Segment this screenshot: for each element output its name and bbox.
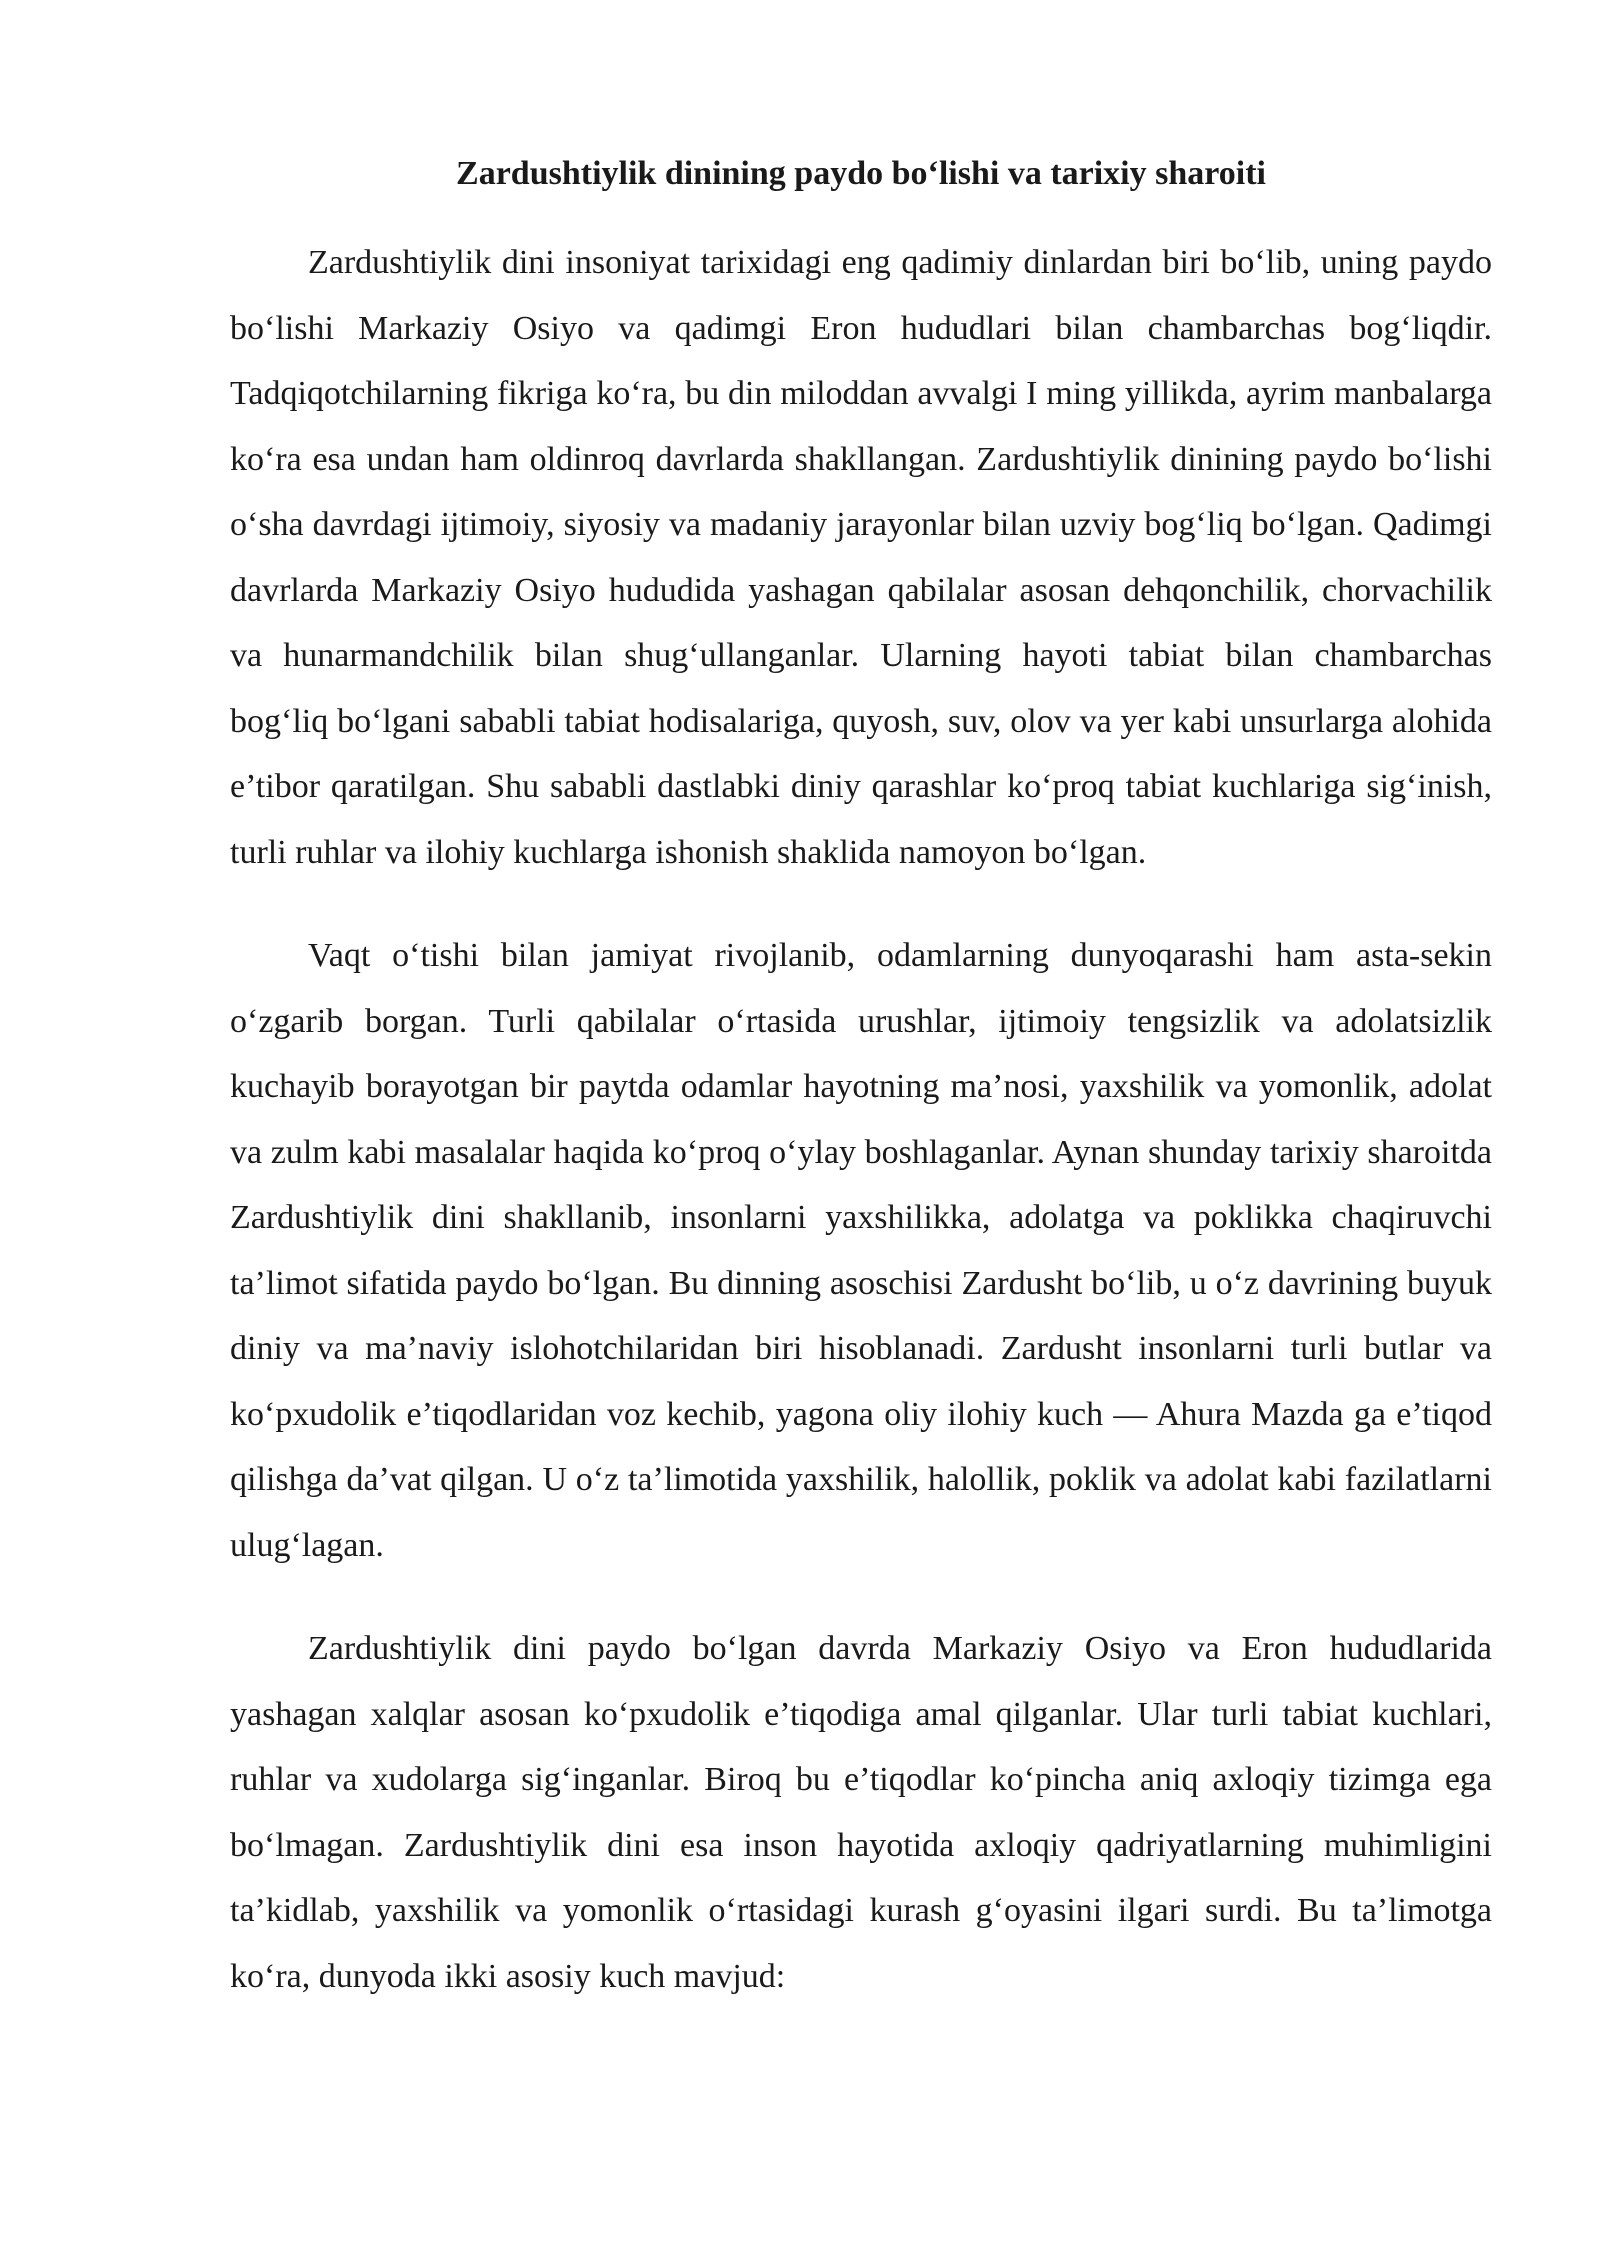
paragraph-1: Zardushtiylik dini insoniyat tarixidagi eng qadimiy dinlardan biri boʻlib, uning paydo boʻlishi Markaziy Osiyo va qadimgi Eron hududlari bilan chambarchas bogʻliqdir. Tadqiqotchilarning fikriga koʻra, bu din miloddan avvalgi I ming yillikda, ayrim manbalarga koʻra esa undan ham oldinroq davrlarda shakllangan. Zardushtiylik dinining paydo boʻlishi oʻsha davrdagi ijtimoiy, siyosiy va madaniy jarayonlar bilan uzviy bogʻliq boʻlgan. Qadimgi davrlarda Markaziy Osiyo hududida yashagan qabilalar asosan dehqonchilik, chorvachilik va hunarmandchilik bilan shugʻullanganlar. Ularning hayoti tabiat bilan chambarchas bogʻliq boʻlgani sababli tabiat hodisalariga, quyosh, suv, olov va yer kabi unsurlarga alohida e’tibor qaratilgan. Shu sababli dastlabki diniy qarashlar koʻproq tabiat kuchlariga sigʻinish, turli ruhlar va ilohiy kuchlarga ishonish shaklida namoyon boʻlgan. (230, 244, 1492, 871)
document-body (230, 150, 1492, 2047)
paragraph-2: Vaqt oʻtishi bilan jamiyat rivojlanib, odamlarning dunyoqarashi ham asta-sekin oʻzgarib borgan. Turli qabilalar oʻrtasida urushlar, ijtimoiy tengsizlik va adolatsizlik kuchayib borayotgan bir paytda odamlar hayotning ma’nosi, yaxshilik va yomonlik, adolat va zulm kabi masalalar haqida koʻproq oʻylay boshlaganlar. Aynan shunday tarixiy sharoitda Zardushtiylik dini shakllanib, insonlarni yaxshilikka, adolatga va poklikka chaqiruvchi ta’limot sifatida paydo boʻlgan. Bu dinning asoschisi Zardusht boʻlib, u oʻz davrining buyuk diniy va ma’naviy islohotchilaridan biri hisoblanadi. Zardusht insonlarni turli butlar va koʻpxudolik e’tiqodlaridan voz kechib, yagona oliy ilohiy kuch — Ahura Mazda ga e’tiqod qilishga da’vat qilgan. U oʻz ta’limotida yaxshilik, halollik, poklik va adolat kabi fazilatlarni ulugʻlagan. (230, 937, 1492, 1564)
paragraph-3: Zardushtiylik dini paydo boʻlgan davrda Markaziy Osiyo va Eron hududlarida yashagan xalqlar asosan koʻpxudolik e’tiqodiga amal qilganlar. Ular turli tabiat kuchlari, ruhlar va xudolarga sigʻinganlar. Biroq bu e’tiqodlar koʻpincha aniq axloqiy tizimga ega boʻlmagan. Zardushtiylik dini esa inson hayotida axloqiy qadriyatlarning muhimligini ta’kidlab, yaxshilik va yomonlik oʻrtasidagi kurash gʻoyasini ilgari surdi. Bu ta’limotga koʻra, dunyoda ikki asosiy kuch mavjud: (230, 1630, 1492, 1995)
document-title: Zardushtiylik dinining paydo boʻlishi va tarixiy sharoiti (456, 155, 1266, 192)
